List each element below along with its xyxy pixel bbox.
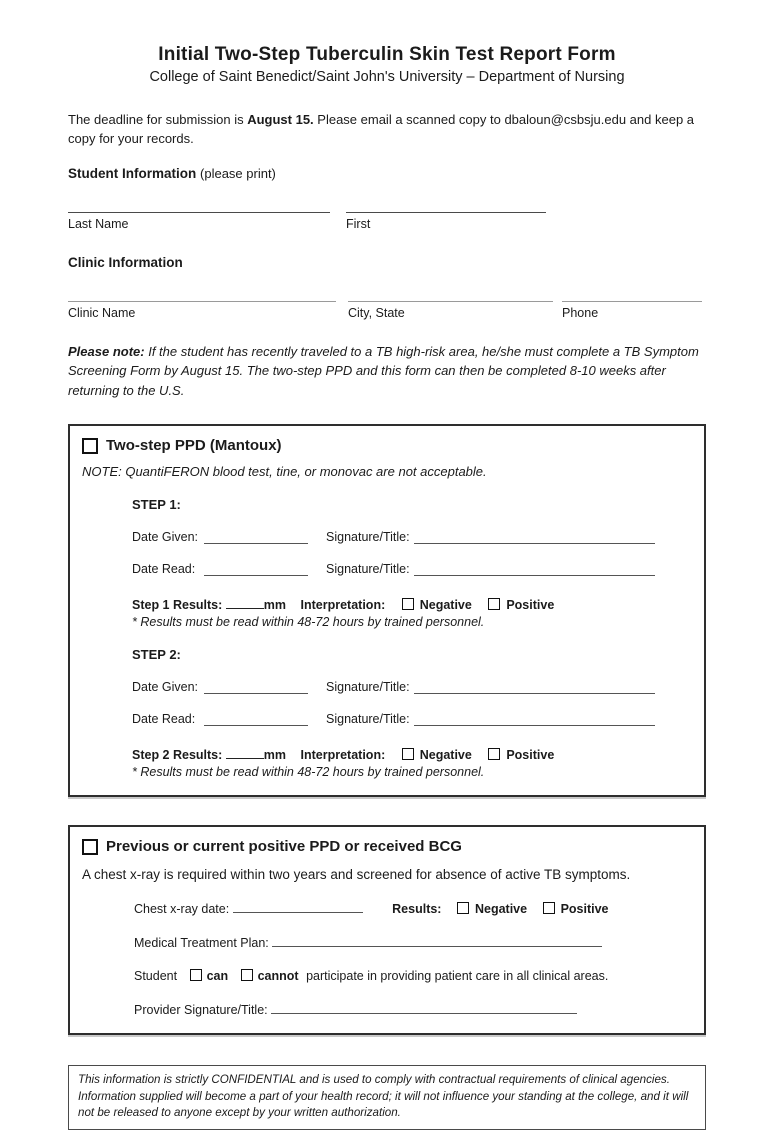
step-2-results-row <box>132 747 690 762</box>
city-state-field <box>348 300 553 320</box>
step-1-results-label: Step 1 Results: <box>132 598 223 613</box>
step-1-title: STEP 1: <box>132 497 181 513</box>
step-1-date-read-blank[interactable] <box>204 564 308 576</box>
step-1-results-blank[interactable] <box>226 597 264 609</box>
step-2-date-read-label: Date Read: <box>132 712 196 727</box>
student-info-heading-text: Student Information <box>68 165 197 181</box>
mantoux-note: NOTE: QuantiFERON blood test, tine, or monovac are not acceptable. <box>82 464 487 480</box>
please-note-lead: Please note: <box>68 343 145 359</box>
step-1-date-given-blank[interactable] <box>204 532 308 544</box>
step-2-read-signature-blank[interactable] <box>414 714 655 726</box>
student-participation-row <box>134 969 690 983</box>
form-title: Initial Two-Step Tuberculin Skin Test Report Form <box>158 44 616 65</box>
xray-positive-checkbox[interactable] <box>543 902 555 914</box>
xray-negative-label: Negative <box>474 902 528 917</box>
step-1-positive-label: Positive <box>506 598 555 613</box>
step-1-read-signature-label: Signature/Title: <box>326 562 410 577</box>
cannot-checkbox[interactable] <box>241 969 253 981</box>
step-2-results-unit: mm <box>263 748 287 763</box>
clinic-name-blank[interactable] <box>68 300 336 302</box>
step-2-negative-label: Negative <box>419 748 472 763</box>
city-state-label: City, State <box>348 305 405 320</box>
can-label: can <box>206 969 229 984</box>
step-2-signature-label: Signature/Title: <box>326 680 410 695</box>
xray-results-label: Results: <box>392 902 442 917</box>
bcg-heading: Previous or current positive PPD or received BCG <box>106 838 462 856</box>
step-2-read-signature-label: Signature/Title: <box>326 712 410 727</box>
bcg-checkbox[interactable] <box>82 839 98 855</box>
step-2-interpretation-label: Interpretation: <box>300 748 386 763</box>
confidential-notice: This information is strictly CONFIDENTIAL and is used to comply with contractual requirements of clinical agencies. Information supplied will become a part of your health record; it will not influence your standing at the college, and it will not be released to anyone except by your written authorization. <box>68 1065 706 1129</box>
clinic-info-heading: Clinic Information <box>68 254 183 270</box>
please-print-note: (please print) <box>200 165 276 181</box>
last-name-label: Last Name <box>68 216 129 231</box>
mantoux-checkbox[interactable] <box>82 438 98 454</box>
step-2-section <box>132 647 690 779</box>
last-name-blank[interactable] <box>68 211 330 213</box>
step-1-date-given-label: Date Given: <box>132 530 199 545</box>
please-note-body: If the student has recently traveled to a TB high-risk area, he/she must complete a TB Symptom Screening Form by August 15. The two-step PPD and this form can then be completed 8-10 weeks after returning to the U.S. <box>68 343 699 398</box>
provider-signature-blank[interactable] <box>271 1002 577 1014</box>
mantoux-box <box>68 424 706 797</box>
phone-label: Phone <box>562 305 599 320</box>
step-2-results-blank[interactable] <box>226 747 264 759</box>
treatment-plan-label: Medical Treatment Plan: <box>134 936 269 951</box>
step-2-negative-checkbox[interactable] <box>402 748 414 760</box>
step-1-date-given-row <box>132 530 690 544</box>
phone-field <box>562 300 702 320</box>
deadline-suffix: Please email a scanned copy to dbaloun@csbsju.edu and keep a copy for your records. <box>68 112 695 146</box>
bcg-heading-row <box>82 838 690 855</box>
step-1-negative-label: Negative <box>419 598 472 613</box>
form-subtitle: College of Saint Benedict/Saint John's University – Department of Nursing <box>149 69 625 85</box>
step-2-date-read-blank[interactable] <box>204 714 308 726</box>
student-label: Student <box>134 969 178 984</box>
step-1-date-read-label: Date Read: <box>132 562 196 577</box>
step-2-signature-blank[interactable] <box>414 682 655 694</box>
phone-blank[interactable] <box>562 300 702 302</box>
step-2-positive-checkbox[interactable] <box>488 748 500 760</box>
deadline-text: The deadline for submission is <box>68 112 248 127</box>
provider-signature-row <box>134 1002 690 1017</box>
first-name-label: First <box>346 216 371 231</box>
deadline-date: August 15. <box>247 112 314 127</box>
treatment-plan-blank[interactable] <box>272 935 602 947</box>
last-name-field <box>68 211 330 231</box>
step-1-positive-checkbox[interactable] <box>488 598 500 610</box>
step-2-footnote: * Results must be read within 48-72 hours by trained personnel. <box>132 765 485 780</box>
participation-suffix: participate in providing patient care in all clinical areas. <box>306 969 609 984</box>
student-name-row <box>68 211 706 231</box>
step-2-date-given-label: Date Given: <box>132 680 199 695</box>
step-2-positive-label: Positive <box>506 748 555 763</box>
step-1-results-unit: mm <box>263 598 287 613</box>
xray-date-blank[interactable] <box>233 901 363 913</box>
treatment-plan-row <box>134 935 690 950</box>
student-info-heading <box>68 166 706 181</box>
step-2-date-read-row <box>132 712 690 726</box>
step-1-interpretation-label: Interpretation: <box>300 598 386 613</box>
xray-date-row <box>134 901 690 916</box>
step-1-footnote: * Results must be read within 48-72 hours by trained personnel. <box>132 615 485 630</box>
mantoux-heading: Two-step PPD (Mantoux) <box>106 437 282 455</box>
step-1-results-row <box>132 597 690 612</box>
step-1-signature-blank[interactable] <box>414 532 655 544</box>
first-name-blank[interactable] <box>346 211 546 213</box>
step-1-signature-label: Signature/Title: <box>326 530 410 545</box>
bcg-box <box>68 825 706 1035</box>
step-2-title: STEP 2: <box>132 647 181 663</box>
step-2-date-given-blank[interactable] <box>204 682 308 694</box>
provider-signature-label: Provider Signature/Title: <box>134 1003 268 1018</box>
deadline-paragraph <box>68 111 706 149</box>
bcg-body-text: A chest x-ray is required within two years and screened for absence of active TB symptoms. <box>82 867 631 883</box>
first-name-field <box>346 211 546 231</box>
please-note-paragraph <box>68 342 706 401</box>
step-2-date-given-row <box>132 680 690 694</box>
step-1-date-read-row <box>132 562 690 576</box>
step-1-negative-checkbox[interactable] <box>402 598 414 610</box>
xray-date-label: Chest x-ray date: <box>134 902 230 917</box>
step-2-results-label: Step 2 Results: <box>132 748 223 763</box>
step-1-section <box>132 497 690 629</box>
clinic-name-field <box>68 300 336 320</box>
clinic-name-label: Clinic Name <box>68 305 136 320</box>
city-state-blank[interactable] <box>348 300 553 302</box>
can-checkbox[interactable] <box>190 969 202 981</box>
cannot-label: cannot <box>257 969 299 984</box>
xray-negative-checkbox[interactable] <box>457 902 469 914</box>
xray-positive-label: Positive <box>560 902 609 917</box>
clinic-row <box>68 300 706 320</box>
step-1-read-signature-blank[interactable] <box>414 564 655 576</box>
mantoux-heading-row <box>82 437 690 454</box>
